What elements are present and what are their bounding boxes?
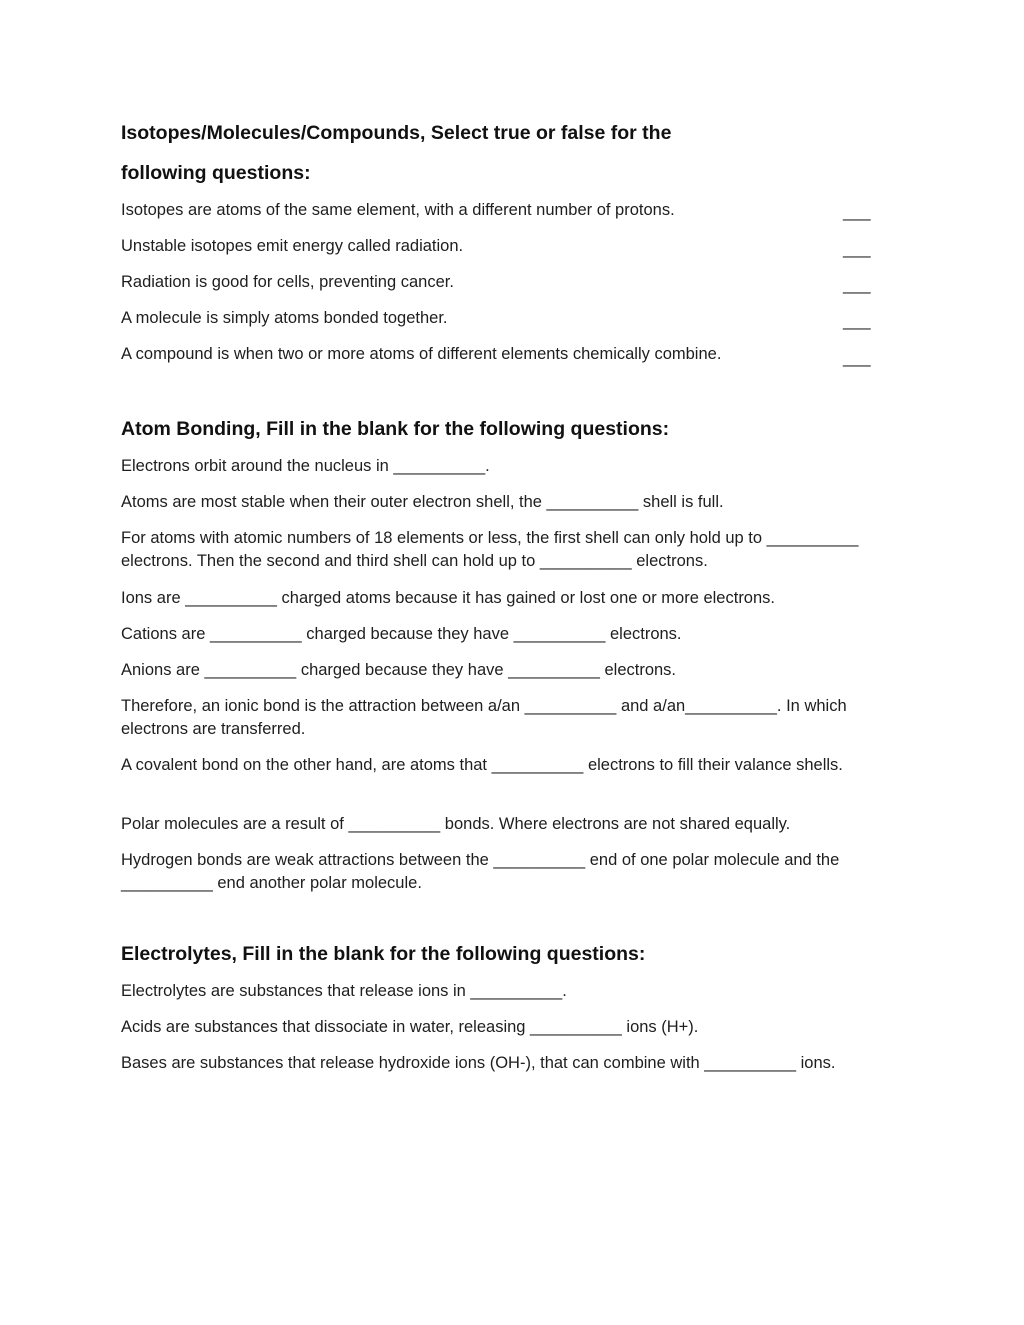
fill-question-1: Electrons orbit around the nucleus in __________. [121, 457, 490, 475]
tf-question-1: Isotopes are atoms of the same element, with a different number of protons. [121, 201, 675, 219]
fill-question-8: A covalent bond on the other hand, are atoms that __________ electrons to fill their valance shells. [121, 756, 843, 774]
tf-answer-blank-4[interactable]: ___ [843, 312, 871, 330]
tf-question-4: A molecule is simply atoms bonded together. [121, 309, 448, 327]
section1-title-line2: following questions: [121, 162, 311, 184]
tf-question-2: Unstable isotopes emit energy called radiation. [121, 237, 464, 255]
fill-question-7: Therefore, an ionic bond is the attraction between a/an __________ and a/an__________. In which electrons are transferred. [121, 697, 847, 738]
fill-question-2: Atoms are most stable when their outer electron shell, the __________ shell is full. [121, 493, 724, 511]
tf-answer-blank-3[interactable]: ___ [843, 276, 871, 294]
tf-answer-blank-2[interactable]: ___ [843, 240, 871, 258]
section3-title: Electrolytes, Fill in the blank for the following questions: [121, 943, 646, 965]
section1-title-line1: Isotopes/Molecules/Compounds, Select true or false for the [121, 122, 672, 144]
fill-question-4: Ions are __________ charged atoms because it has gained or lost one or more electrons. [121, 589, 775, 607]
tf-question-3: Radiation is good for cells, preventing cancer. [121, 273, 454, 291]
fill-question-10: Hydrogen bonds are weak attractions between the __________ end of one polar molecule and the __________ end another polar molecule. [121, 851, 840, 892]
fill-question-6: Anions are __________ charged because they have __________ electrons. [121, 661, 677, 679]
electrolyte-question-1: Electrolytes are substances that release ions in __________. [121, 982, 567, 1000]
fill-question-3: For atoms with atomic numbers of 18 elements or less, the first shell can only hold up to __________ electrons. Then the second and third shell can hold up to __________ electrons. [121, 529, 859, 570]
tf-answer-blank-1[interactable]: ___ [843, 203, 871, 221]
tf-question-5: A compound is when two or more atoms of different elements chemically combine. [121, 345, 722, 363]
fill-question-5: Cations are __________ charged because they have __________ electrons. [121, 625, 682, 643]
tf-answer-blank-5[interactable]: ___ [843, 349, 871, 367]
fill-question-9: Polar molecules are a result of __________ bonds. Where electrons are not shared equally. [121, 815, 791, 833]
section2-title: Atom Bonding, Fill in the blank for the following questions: [121, 418, 670, 440]
electrolyte-question-3: Bases are substances that release hydroxide ions (OH-), that can combine with __________ ions. [121, 1054, 836, 1072]
electrolyte-question-2: Acids are substances that dissociate in water, releasing __________ ions (H+). [121, 1018, 699, 1036]
